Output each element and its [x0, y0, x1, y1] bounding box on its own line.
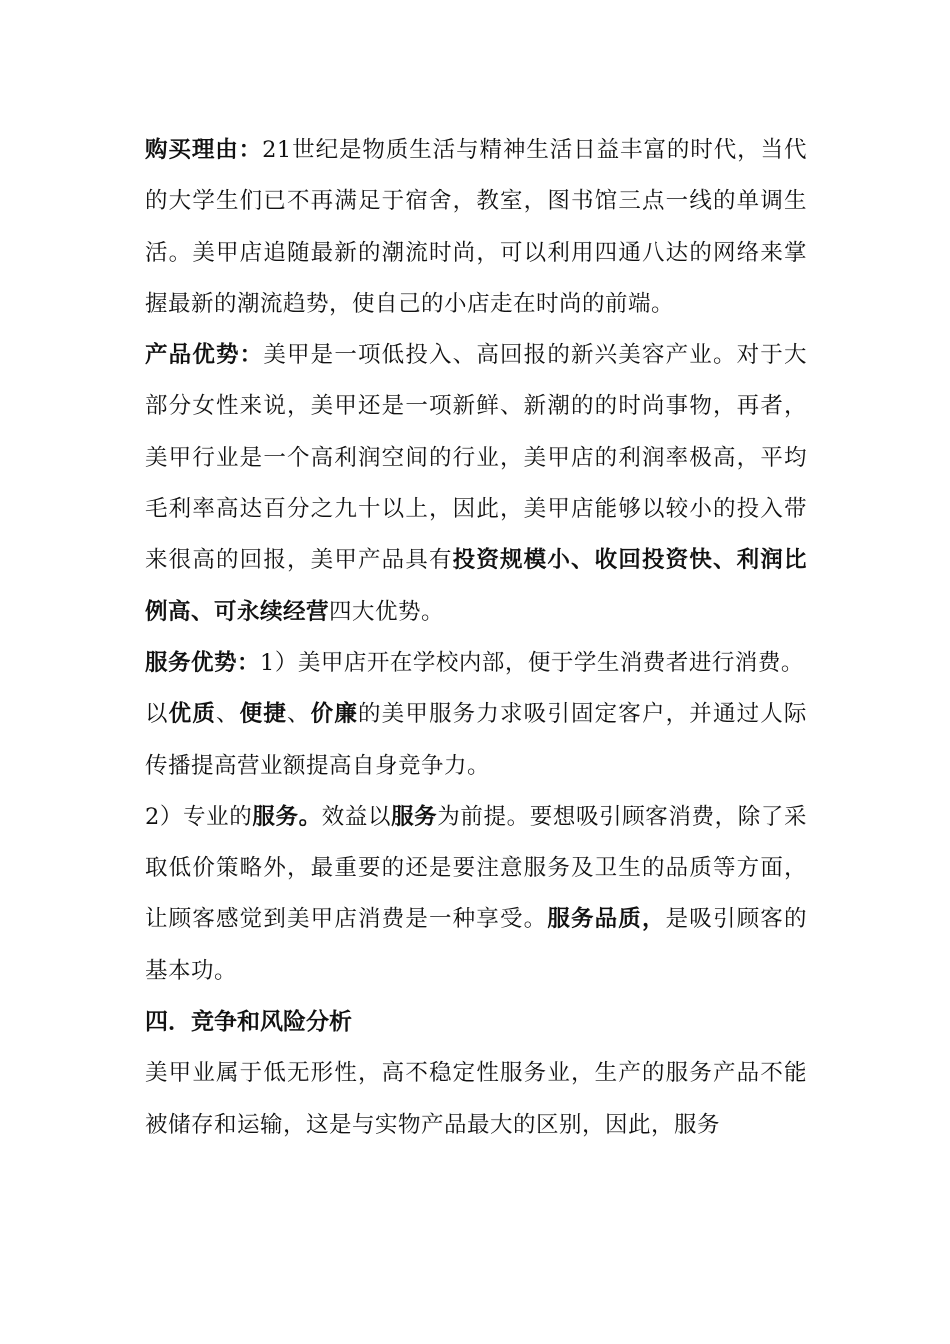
text-segment: 是吸引顾客的基本功。: [145, 906, 807, 984]
paragraph-service-advantage: [145, 638, 807, 689]
text-segment: 为前提。要想吸引顾客消费，除了采取低价策略外，最重要的还是要注意服务及卫生的品质等方面，让顾客感觉到美甲店消费是一种享受。: [145, 803, 807, 933]
text-product-advantage: 美甲是一项低投入、高回报的新兴美容产业。对于大部分女性来说，美甲还是一项新鲜、新潮的的时尚事物，再者，美甲行业是一个高利润空间的行业，美甲店的利润率极高，平均毛利率高达百分之九十以上，因此，美甲店能够以较小的投入带来很高的回报，美甲产品具有: [145, 342, 807, 574]
text-segment: 、: [216, 701, 240, 728]
paragraph-service-quality: [145, 689, 807, 792]
document-page: [145, 125, 807, 1151]
bold-service-quality: 服务品质，: [547, 906, 666, 933]
text-segment: 、: [287, 701, 311, 728]
label-service-advantage: 服务优势：: [145, 649, 261, 676]
paragraph-professional-service: [145, 792, 807, 997]
paragraph-competition-risk: [145, 1048, 807, 1151]
text-segment: 2）专业的: [145, 803, 253, 830]
text-segment: 以: [145, 701, 169, 728]
text-competition-risk: 美甲业属于低无形性，高不稳定性服务业，生产的服务产品不能被储存和运输，这是与实物产品最大的区别，因此，服务: [145, 1060, 807, 1138]
bold-service-2: 服务: [391, 803, 438, 830]
text-segment: 效益以: [321, 803, 392, 830]
text-purchase-reason: 21世纪是物质生活与精神生活日益丰富的时代，当代的大学生们已不再满足于宿舍，教室，图书馆三点一线的单调生活。美甲店追随最新的潮流时尚，可以利用四通八达的网络来掌握最新的潮流趋势，使自己的小店走在时尚的前端。: [145, 137, 807, 317]
bold-affordable: 价廉: [310, 701, 358, 728]
bold-product-advantages: 投资规模小、收回投资快、利润比例高、可永续经营: [145, 547, 807, 625]
text-product-advantage-tail: 四大优势。: [329, 598, 445, 625]
bold-service: 服务。: [252, 803, 322, 830]
label-product-advantage: 产品优势：: [145, 342, 264, 369]
bold-convenient: 便捷: [239, 701, 287, 728]
label-purchase-reason: 购买理由：: [145, 137, 263, 163]
paragraph-product-advantage: [145, 330, 807, 638]
text-service-advantage: 1）美甲店开在学校内部，便于学生消费者进行消费。: [260, 649, 804, 676]
section-heading-competition-risk: 四．竞争和风险分析: [145, 1009, 352, 1036]
text-segment: 的美甲服务力求吸引固定客户，并通过人际传播提高营业额提高自身竞争力。: [145, 701, 807, 779]
bold-quality: 优质: [168, 701, 216, 728]
paragraph-purchase-reason: [145, 125, 807, 330]
